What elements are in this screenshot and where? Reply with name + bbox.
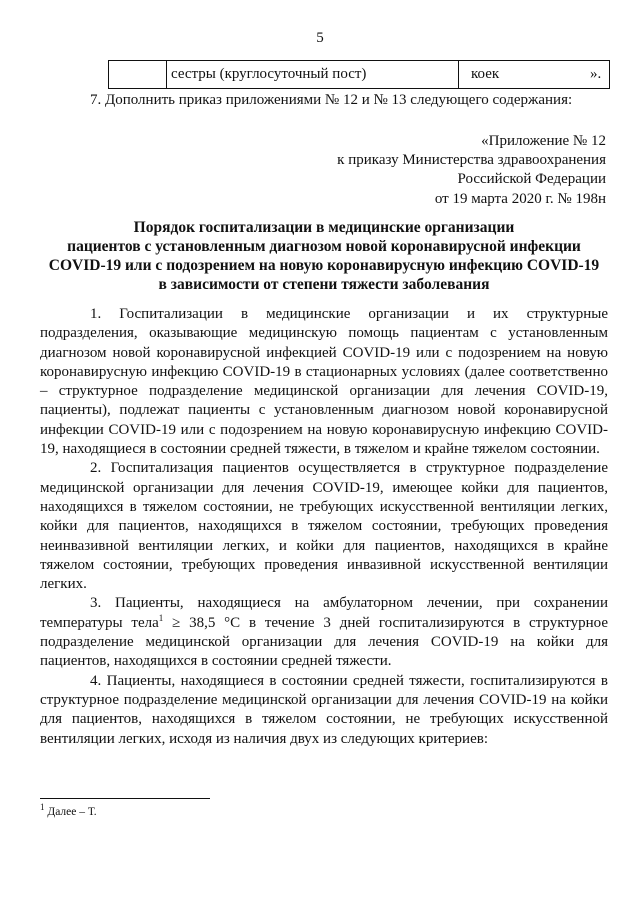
paragraph-1: 1. Госпитализации в медицинские организации и их структурные подразделения, оказывающие медицинскую помощь пациентам с установленным диагнозом новой коронавирусной инфекцией COVID-19 или с подозрением на новую коронавирусную инфекцию COVID-19 в стационарных условиях (далее соответственно – структурное подразделение медицинской организации для лечения COVID-19, пациенты), подлежат пациенты с установленным диагнозом новой коронавирусной инфекции COVID-19 или с подозрением на новую коронавирусную инфекцию COVID-19, находящиеся в состоянии средней тяжести, в тяжелом и крайне тяжелом состоянии. [40,306,608,458]
title-line: в зависимости от степени тяжести заболевания [158,276,490,293]
appendix-line: к приказу Министерства здравоохранения [337,152,606,169]
document-title [40,218,608,294]
table-cell-number [109,61,167,89]
paragraph-2: 2. Госпитализация пациентов осуществляется в структурное подразделение медицинской организации для лечения COVID-19, имеющее койки для пациентов, находящихся в тяжелом состоянии, не требующих искусственной вентиляции легких, койки для пациентов, находящихся в тяжелом состоянии, требующих проведения неинвазивной вентиляции легких, и койки для пациентов, находящихся в крайне тяжелом состоянии, требующих проведения инвазивной искусственной вентиляции легких. [40,460,608,593]
appendix-line: от 19 марта 2020 г. № 198н [434,190,606,207]
paragraph-4: 4. Пациенты, находящиеся в состоянии средней тяжести, госпитализируются в структурное подразделение медицинской организации для лечения COVID-19 на койки для пациентов, находящихся в тяжелом состоянии, не требующих искусственной вентиляции легких, исходя из наличия двух из следующих критериев: [40,672,608,747]
title-line: Порядок госпитализации в медицинские организации [133,219,515,236]
table-row [109,61,610,89]
item-7-text: 7. Дополнить приказ приложениями № 12 и № 13 следующего содержания: [90,92,573,108]
footnote-divider [40,798,210,799]
closing-quote: ». [590,66,602,82]
footnote-text: Далее – Т. [44,806,97,818]
footnote-mark: 1 [40,802,45,813]
footnote [40,802,97,818]
document-body [40,305,608,749]
appendix-line: «Приложение № 12 [481,133,606,149]
paragraph-3 [40,594,608,671]
paragraph-3-start: 3. Пациенты, находящиеся на амбулаторном лечении, при сохранении температуры тела [40,595,608,631]
appendix-line: Российской Федерации [457,171,606,188]
table-cell-unit: коек [459,61,610,89]
paragraph-3-end: ≥ 38,5 °С в течение 3 дней госпитализируются в структурное подразделение медицинской организации для лечения COVID-19 на койки для пациентов, находящихся в состоянии средней тяжести. [40,614,609,670]
footnote-reference[interactable]: 1 [158,612,164,623]
previous-appendix-table [108,60,610,89]
title-line: COVID-19 или с подозрением на новую коронавирусную инфекцию COVID-19 [48,257,600,274]
page-number: 5 [316,30,324,46]
appendix-header [337,132,606,209]
title-line: пациентов с установленным диагнозом новой коронавирусной инфекции [67,238,581,255]
table-cell-name: сестры (круглосуточный пост) [167,61,459,89]
